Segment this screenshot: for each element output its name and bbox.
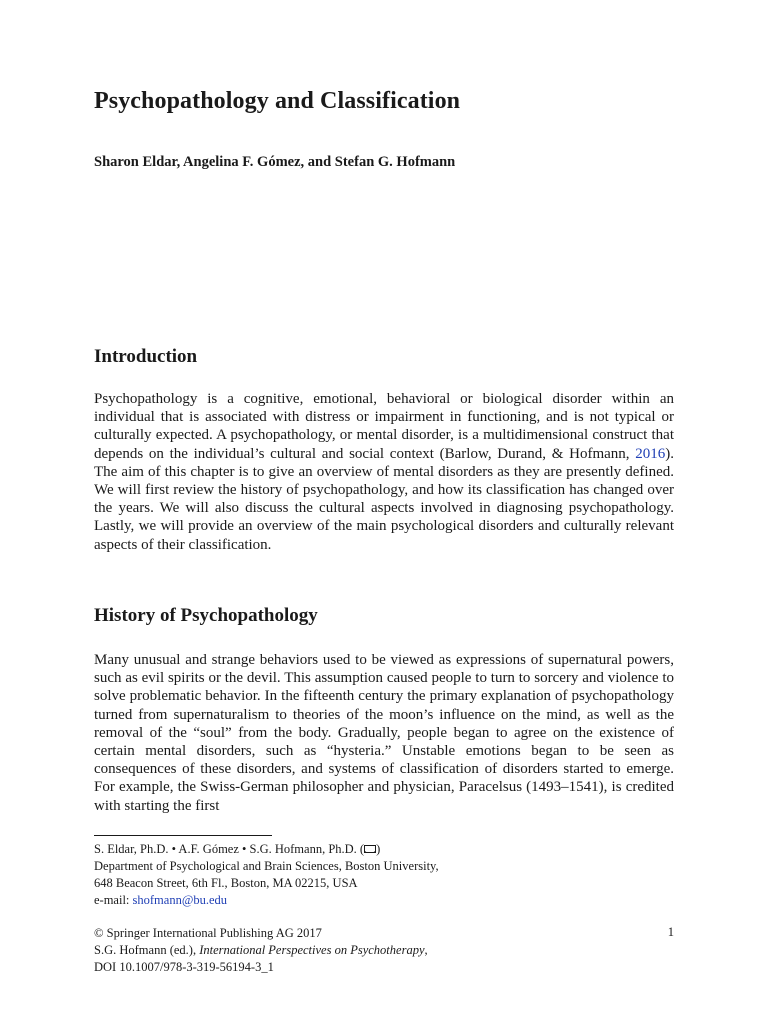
introduction-text-part2: ). The aim of this chapter is to give an overview of mental disorders as they are presently defined. We will first review the history of psychopathology, and how its classification has changed over the years. We will also discuss the cultural aspects involved in diagnosing psychopathology. Lastly, we will provide an overview of the main psychological disorders and culturally relevant aspects of their classification. [94,445,674,553]
footnote-authors-end: ) [376,842,381,856]
footnote-divider [94,835,272,836]
doi-line: DOI 10.1007/978-3-319-56194-3_1 [94,960,274,974]
history-heading: History of Psychopathology [94,605,318,626]
author-list: Sharon Eldar, Angelina F. Gómez, and Stefan G. Hofmann [94,154,456,170]
editor-line [94,942,674,959]
history-paragraph: Many unusual and strange behaviors used to be viewed as expressions of supernatural powers, such as evil spirits or the devil. This assumption caused people to turn to sorcery and violence to solve problematic behavior. In the fifteenth century the primary explanation of psychopathology turned from supernaturalism to theories of the moon’s influence on the mind, as well as the removal of the “soul” from the body. Gradually, people began to agree on the existence of certain mental disorders, such as “hysteria.” Unstable emotions began to be seen as consequences of these disorders, and systems of classification of disorders started to emerge. For example, the Swiss-German philosopher and physician, Paracelsus (1493–1541), is credited with starting the first [94,652,674,814]
introduction-text-part1: Psychopathology is a cognitive, emotional, behavioral or biological disorder within an individual that is associated with distress or impairment in functioning, and is not typical or culturally expected. A psychopathology, or mental disorder, is a multidimensional construct that depends on the individual’s cultural and social context (Barlow, Durand, & Hofmann, [94,391,674,462]
footnote-authors-line [94,841,674,858]
book-title-end: , [424,943,428,957]
page [94,0,674,1024]
author-footnote [94,841,674,909]
footnote-authors: S. Eldar, Ph.D. • A.F. Gómez • S.G. Hofmann, Ph.D. ( [94,842,365,856]
chapter-title: Psychopathology and Classification [94,88,461,114]
envelope-icon [364,845,376,853]
book-title: International Perspectives on Psychotherapy [199,943,425,957]
email-label: e-mail: [94,893,133,907]
footnote-department: Department of Psychological and Brain Sciences, Boston University, [94,859,439,873]
footnote-address: 648 Beacon Street, 6th Fl., Boston, MA 02215, USA [94,876,358,890]
copyright-line: © Springer International Publishing AG 2017 [94,926,322,940]
editor-text: S.G. Hofmann (ed.), [94,943,200,957]
introduction-heading: Introduction [94,346,198,367]
introduction-paragraph [94,390,674,554]
page-number: 1 [667,925,674,939]
citation-link-2016[interactable]: 2016 [635,445,666,462]
publisher-info [94,925,674,976]
footnote-email-line [94,892,674,909]
email-link[interactable]: shofmann@bu.edu [132,893,228,907]
